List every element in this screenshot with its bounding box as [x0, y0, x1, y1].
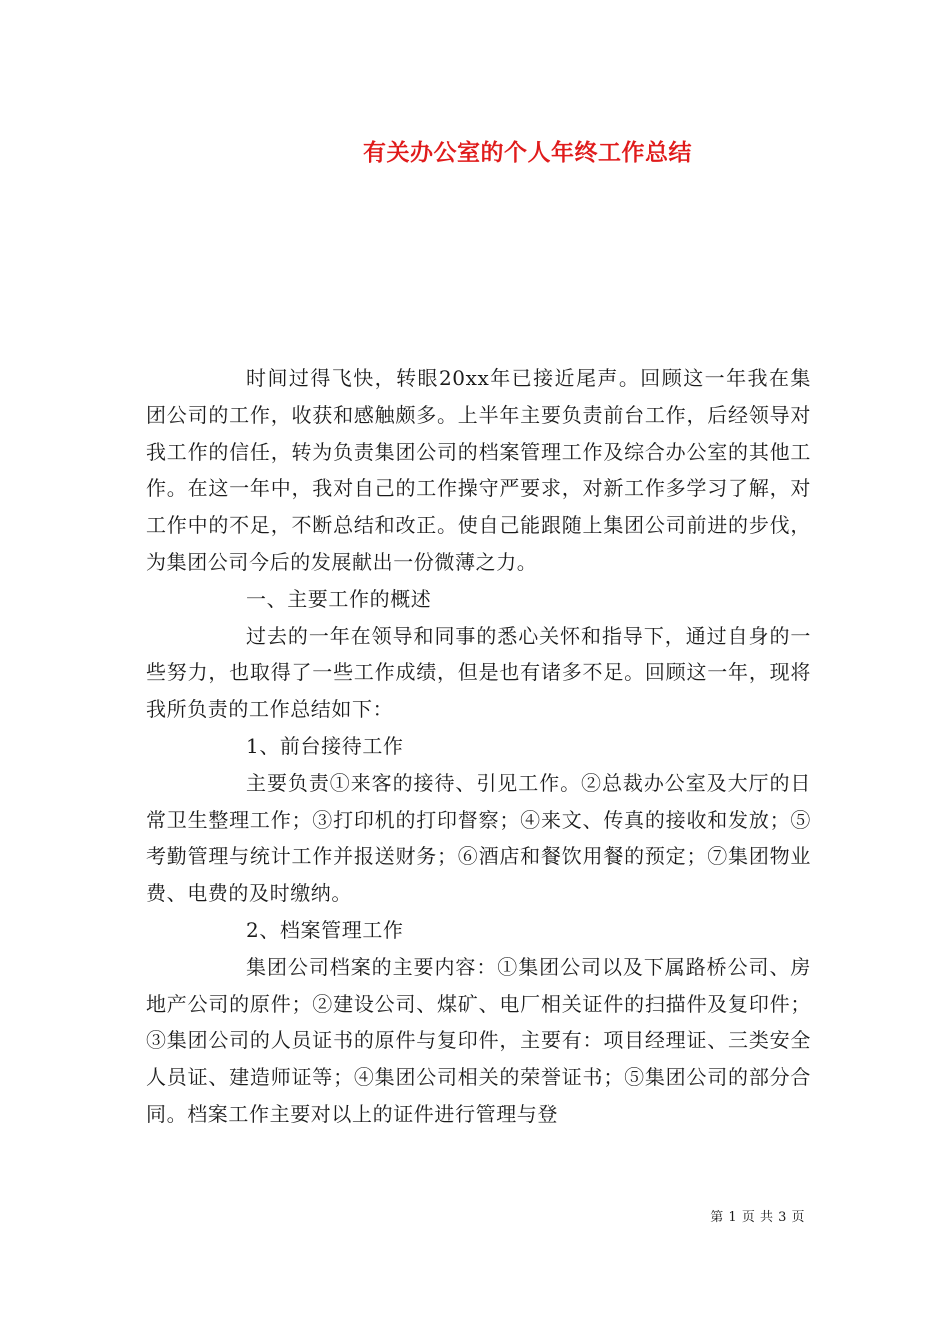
body-paragraph: 主要负责①来客的接待、引见工作。②总裁办公室及大厅的日常卫生整理工作；③打印机的打印督察；④来文、传真的接收和发放；⑤考勤管理与统计工作并报送财务；⑥酒店和餐饮用餐的预定；⑦集团物业费、电费的及时缴纳。 — [146, 770, 811, 906]
document-title-text: 有关办公室的个人年终工作总结 — [363, 139, 692, 166]
page-number: 第 1 页 共 3 页 — [710, 1210, 805, 1225]
section-heading: 2、档案管理工作 — [246, 917, 404, 942]
document-body — [146, 360, 811, 1133]
document-title — [0, 134, 950, 167]
body-paragraph: 时间过得飞快，转眼20xx年已接近尾声。回顾这一年我在集团公司的工作，收获和感触颇多。上半年主要负责前台工作，后经领导对我工作的信任，转为负责集团公司的档案管理工作及综合办公室的其他工作。在这一年中，我对自己的工作操守严要求，对新工作多学习了解，对工作中的不足，不断总结和改正。使自己能跟随上集团公司前进的步伐，为集团公司今后的发展献出一份微薄之力。 — [146, 366, 811, 574]
body-paragraph: 集团公司档案的主要内容：①集团公司以及下属路桥公司、房地产公司的原件；②建设公司、煤矿、电厂相关证件的扫描件及复印件；③集团公司的人员证书的原件与复印件，主要有：项目经理证、三类安全人员证、建造师证等；④集团公司相关的荣誉证书；⑤集团公司的部分合同。档案工作主要对以上的证件进行管理与登 — [146, 954, 811, 1126]
section-heading: 一、主要工作的概述 — [246, 586, 432, 611]
body-paragraph: 过去的一年在领导和同事的悉心关怀和指导下，通过自身的一些努力，也取得了一些工作成绩，但是也有诸多不足。回顾这一年，现将我所负责的工作总结如下： — [146, 623, 811, 722]
section-heading: 1、前台接待工作 — [246, 733, 404, 758]
